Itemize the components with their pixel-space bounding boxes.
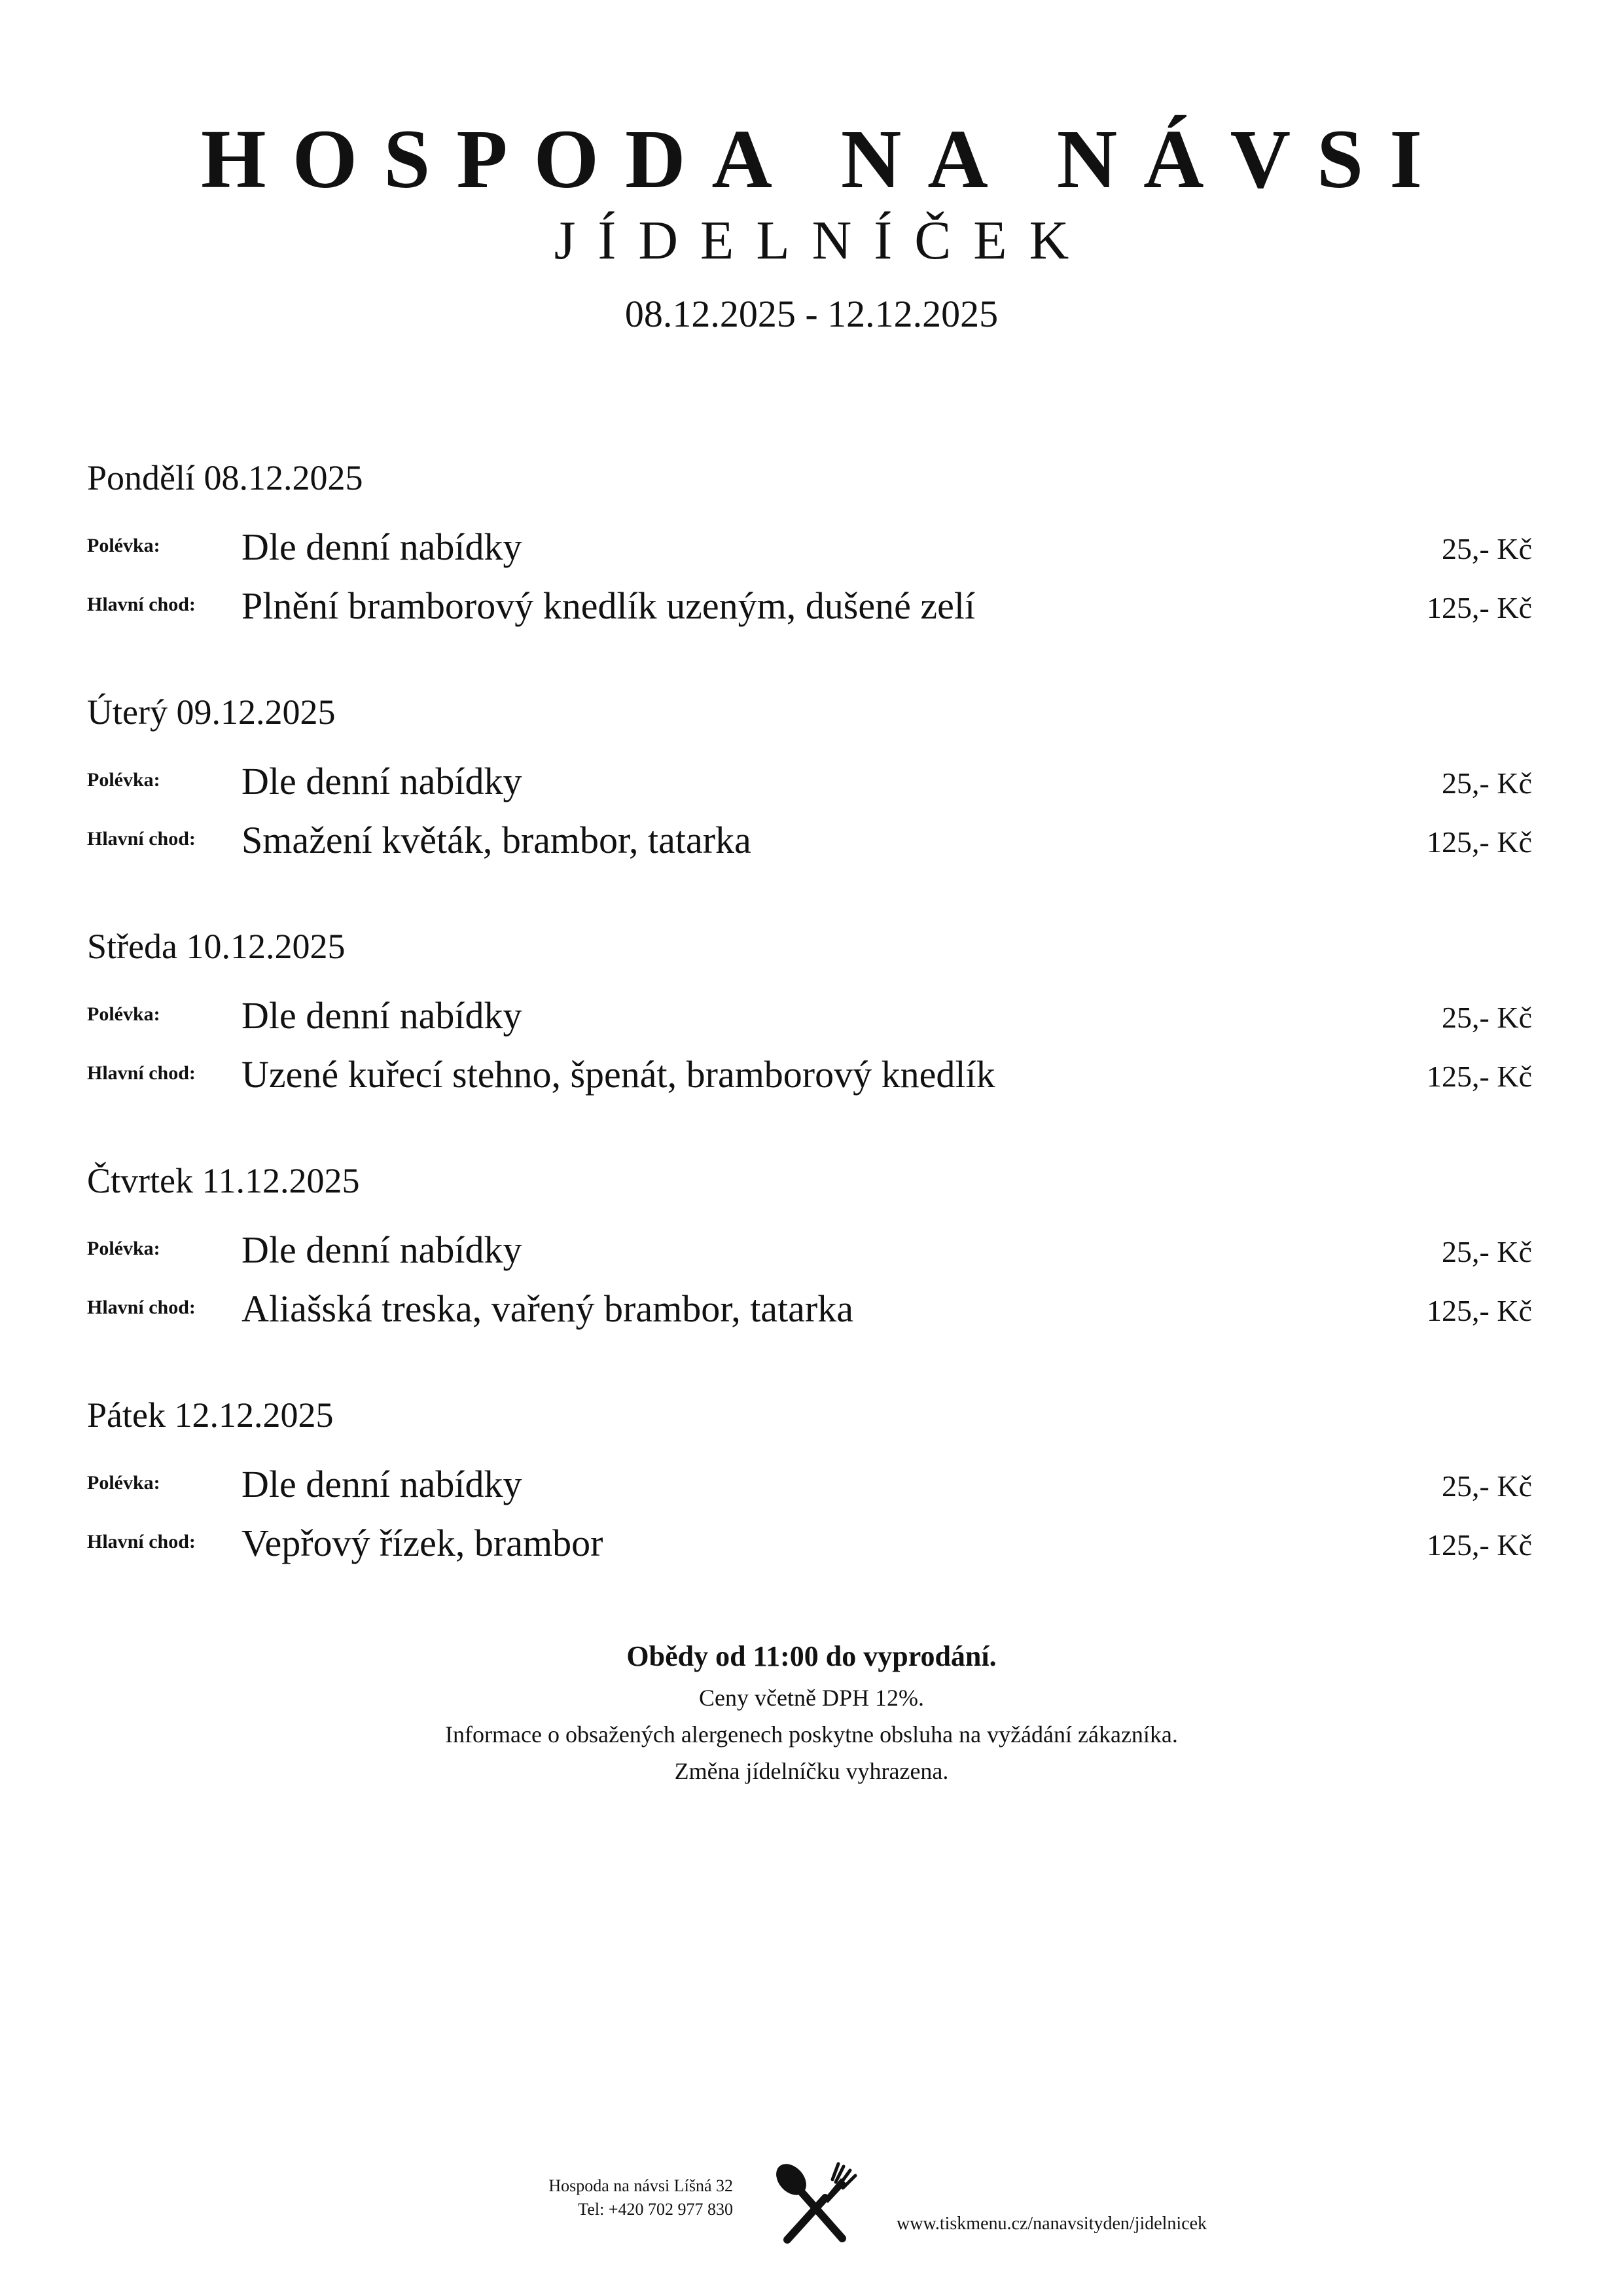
dish-price: 125,- Kč xyxy=(1427,591,1532,624)
day-section xyxy=(87,1155,1532,1389)
course-label: Hlavní chod: xyxy=(87,1531,196,1552)
course-label: Hlavní chod: xyxy=(87,1297,196,1318)
change-note: Změna jídelníčku vyhrazena. xyxy=(674,1758,949,1784)
restaurant-name: HOSPODA NA NÁVSI xyxy=(201,113,1448,206)
dish-price: 25,- Kč xyxy=(1442,1235,1532,1268)
menu-heading: JÍDELNÍČEK xyxy=(554,210,1092,271)
day-title: Pondělí 08.12.2025 xyxy=(87,458,363,497)
dish-name: Smažení květák, brambor, tatarka xyxy=(241,819,751,861)
soup-row xyxy=(87,1457,1532,1509)
dish-name: Aliašská treska, vařený brambor, tatarka xyxy=(241,1287,853,1330)
main-course-row xyxy=(87,1047,1532,1100)
soup-row xyxy=(87,988,1532,1041)
soup-row xyxy=(87,520,1532,572)
menu-notes xyxy=(0,1634,1623,1789)
lunch-hours: Obědy od 11:00 do vyprodání. xyxy=(626,1640,997,1672)
course-label: Polévka: xyxy=(87,1472,160,1494)
footer-contact xyxy=(458,2174,733,2221)
course-label: Hlavní chod: xyxy=(87,828,196,850)
course-label: Hlavní chod: xyxy=(87,1062,196,1084)
weekly-menu xyxy=(87,452,1532,1623)
dish-price: 125,- Kč xyxy=(1427,825,1532,859)
footer-url[interactable]: www.tiskmenu.cz/nanavsityden/jidelnicek xyxy=(897,2214,1207,2234)
dish-name: Dle denní nabídky xyxy=(241,760,522,802)
footer-phone: Tel: +420 702 977 830 xyxy=(578,2200,733,2219)
dish-name: Dle denní nabídky xyxy=(241,526,522,568)
soup-row xyxy=(87,754,1532,806)
course-label: Polévka: xyxy=(87,1238,160,1259)
dish-name: Vepřový řízek, brambor xyxy=(241,1522,603,1564)
footer-address: Hospoda na návsi Líšná 32 xyxy=(548,2176,733,2195)
dish-name: Uzené kuřecí stehno, špenát, bramborový knedlík xyxy=(241,1053,995,1096)
spoon-fork-icon xyxy=(769,2160,861,2245)
vat-note: Ceny včetně DPH 12%. xyxy=(699,1685,924,1711)
dish-price: 25,- Kč xyxy=(1442,1001,1532,1034)
course-label: Polévka: xyxy=(87,1003,160,1025)
day-title: Úterý 09.12.2025 xyxy=(87,692,336,732)
day-section xyxy=(87,920,1532,1155)
day-section xyxy=(87,452,1532,686)
dish-name: Dle denní nabídky xyxy=(241,994,522,1037)
allergen-note: Informace o obsažených alergenech poskytne obsluha na vyžádání zákazníka. xyxy=(445,1721,1178,1748)
dish-name: Dle denní nabídky xyxy=(241,1463,522,1505)
dish-price: 125,- Kč xyxy=(1427,1528,1532,1562)
dish-price: 125,- Kč xyxy=(1427,1060,1532,1093)
dish-price: 25,- Kč xyxy=(1442,532,1532,565)
dish-price: 25,- Kč xyxy=(1442,766,1532,800)
date-range: 08.12.2025 - 12.12.2025 xyxy=(624,293,999,335)
course-label: Polévka: xyxy=(87,535,160,556)
dish-name: Plnění bramborový knedlík uzeným, dušené zelí xyxy=(241,584,976,627)
day-title: Čtvrtek 11.12.2025 xyxy=(87,1161,360,1200)
dish-name: Dle denní nabídky xyxy=(241,1229,522,1271)
course-label: Hlavní chod: xyxy=(87,594,196,615)
day-title: Pátek 12.12.2025 xyxy=(87,1395,334,1435)
main-course-row xyxy=(87,579,1532,631)
dish-price: 25,- Kč xyxy=(1442,1469,1532,1503)
main-course-row xyxy=(87,813,1532,865)
day-section xyxy=(87,686,1532,920)
main-course-row xyxy=(87,1282,1532,1334)
main-course-row xyxy=(87,1516,1532,1568)
dish-price: 125,- Kč xyxy=(1427,1294,1532,1327)
day-title: Středa 10.12.2025 xyxy=(87,927,346,966)
day-section xyxy=(87,1389,1532,1623)
course-label: Polévka: xyxy=(87,769,160,791)
soup-row xyxy=(87,1223,1532,1275)
